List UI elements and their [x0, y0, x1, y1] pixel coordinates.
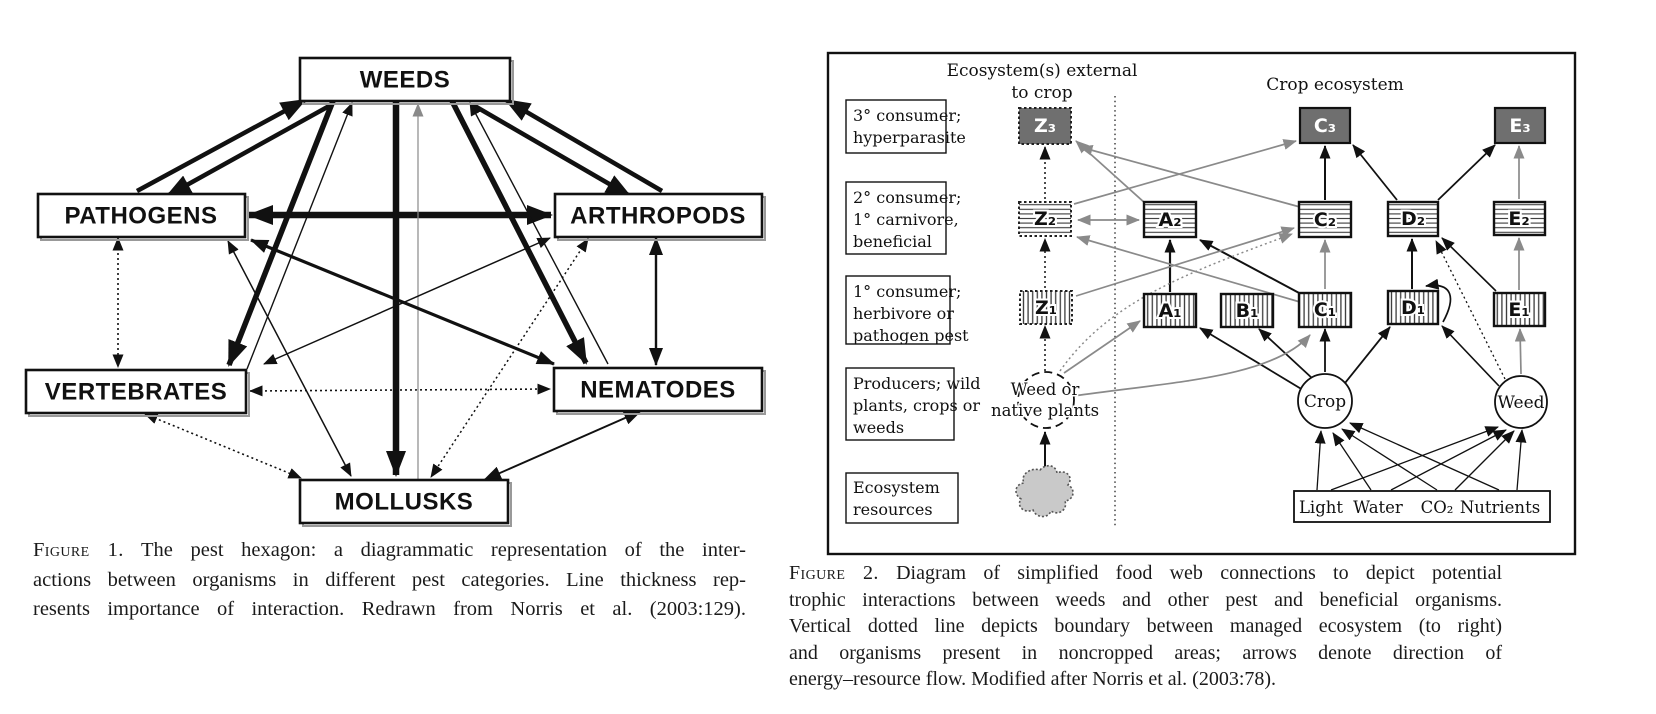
caption-text: Diagram of simplified food web connections to depict potential — [896, 562, 1502, 584]
node-nematodes — [554, 368, 765, 414]
node-e3-label: E₃ — [1509, 115, 1531, 137]
node-c3-label: C₃ — [1313, 115, 1337, 137]
node-e2 — [1494, 202, 1545, 235]
legend-primary-consumer — [846, 276, 969, 345]
node-vertebrates — [26, 370, 249, 416]
node-b1-label: B₁ — [1235, 300, 1259, 322]
legend-line: Producers; wild — [853, 374, 981, 393]
resource-light: Light — [1298, 498, 1344, 517]
legend-line: plants, crops or — [853, 396, 981, 415]
caption-line: actions between organisms in different pest categories. Line thickness rep- — [33, 568, 746, 591]
node-c1 — [1299, 293, 1351, 327]
header-external-line2: to crop — [1011, 83, 1073, 103]
caption-line: resents importance of interaction. Redrawn from Norris et al. (2003:129). — [33, 598, 746, 620]
legend-line: Ecosystem — [853, 478, 940, 497]
legend-line: resources — [853, 500, 933, 519]
weed-native-label-line1: Weed or — [1010, 380, 1080, 399]
resource-water: Water — [1353, 498, 1403, 517]
legend-line: 1° consumer; — [853, 282, 962, 301]
edge-weed-e1 — [1520, 329, 1521, 374]
node-e1 — [1494, 293, 1545, 326]
node-z3-label: Z₃ — [1033, 115, 1057, 137]
node-b1 — [1221, 294, 1273, 327]
edge-pathogens-mollusks — [228, 241, 351, 476]
caption-line: Vertical dotted line depicts boundary between managed ecosystem (to right) — [789, 615, 1502, 637]
header-crop-ecosystem: Crop ecosystem — [1266, 75, 1404, 95]
node-weeds-label: WEEDS — [359, 66, 451, 94]
node-c3 — [1300, 108, 1350, 143]
caption-line: and organisms present in noncropped areas; arrows denote direction of — [789, 641, 1502, 664]
node-d2 — [1388, 202, 1438, 236]
node-z3 — [1019, 108, 1071, 144]
edge-arthropods-mollusks — [431, 239, 588, 477]
node-c2-label: C₂ — [1313, 209, 1337, 231]
node-mollusks — [300, 480, 511, 526]
edge-vertebrates-nematodes — [250, 389, 550, 391]
edge-pathogens-nematodes — [251, 240, 554, 364]
node-a1 — [1144, 294, 1196, 327]
pest-hexagon-diagram — [26, 58, 765, 526]
caption-line — [33, 536, 746, 566]
node-weeds — [300, 58, 513, 104]
legend-line: 2° consumer; — [853, 188, 962, 207]
figure1-caption — [33, 536, 746, 625]
node-crop — [1298, 374, 1352, 428]
node-z1-label: Z₁ — [1034, 297, 1058, 319]
caption-line: energy–resource flow. Modified after Norris et al. (2003:78). — [789, 668, 1277, 690]
caption-line — [789, 560, 1502, 587]
node-pathogens-label: PATHOGENS — [64, 202, 218, 230]
legend-line: 1° carnivore, — [853, 210, 959, 229]
node-e3 — [1495, 108, 1545, 143]
node-a1-label: A₁ — [1158, 300, 1182, 322]
node-nematodes-label: NEMATODES — [580, 376, 736, 404]
node-a2-label: A₂ — [1158, 209, 1182, 231]
node-pathogens — [38, 194, 248, 240]
node-mollusks-label: MOLLUSKS — [334, 488, 474, 516]
resource-nutrients: Nutrients — [1459, 498, 1541, 517]
weed-native-label-line2: native plants — [990, 401, 1100, 420]
edge-vertebrates-mollusks — [145, 414, 301, 478]
node-weed — [1495, 376, 1547, 428]
legend-line: beneficial — [853, 232, 932, 251]
legend-line: pathogen pest — [853, 326, 969, 345]
figure2-caption — [789, 560, 1502, 693]
legend-line: hyperparasite — [853, 128, 966, 147]
node-e2-label: E₂ — [1508, 208, 1530, 230]
node-a2 — [1144, 202, 1196, 237]
node-arthropods — [555, 194, 765, 240]
legend-line: weeds — [853, 418, 905, 437]
edge-arthropods-weeds — [506, 100, 662, 191]
node-c2 — [1299, 202, 1351, 237]
edge-pathogens-weeds — [137, 100, 305, 191]
food-web-diagram — [828, 53, 1575, 554]
crop-label: Crop — [1303, 392, 1347, 412]
legend-line: herbivore or — [853, 304, 954, 323]
node-z2-label: Z₂ — [1033, 208, 1057, 230]
legend-ecosystem-resources — [846, 473, 958, 523]
node-c1-label: C₁ — [1313, 299, 1337, 321]
node-d1-label: D₁ — [1400, 297, 1426, 319]
caption-line: trophic interactions between weeds and other pest and beneficial organisms. — [789, 588, 1502, 611]
legend-line: 3° consumer; — [853, 106, 962, 125]
edge-nematodes-mollusks — [484, 411, 641, 480]
node-e1-label: E₁ — [1508, 299, 1530, 321]
node-z2 — [1019, 202, 1071, 236]
node-arthropods-label: ARTHROPODS — [570, 202, 746, 230]
legend-secondary-consumer — [846, 182, 961, 254]
weed-label: Weed — [1497, 393, 1545, 413]
resource-co2: CO₂ — [1420, 498, 1454, 517]
caption-text: The pest hexagon: a diagrammatic representation of the inter- — [141, 539, 746, 561]
edge-weeds-pathogens — [167, 105, 331, 196]
figure1-caption-label: Figure 1. — [33, 539, 124, 561]
header-external: Ecosystem(s) external — [946, 61, 1138, 81]
node-d2-label: D₂ — [1400, 208, 1426, 230]
node-d1 — [1388, 291, 1438, 324]
node-z1 — [1020, 291, 1072, 324]
resources-box — [1294, 491, 1550, 522]
figure2-caption-label: Figure 2. — [789, 562, 879, 584]
node-vertebrates-label: VERTEBRATES — [44, 378, 228, 406]
